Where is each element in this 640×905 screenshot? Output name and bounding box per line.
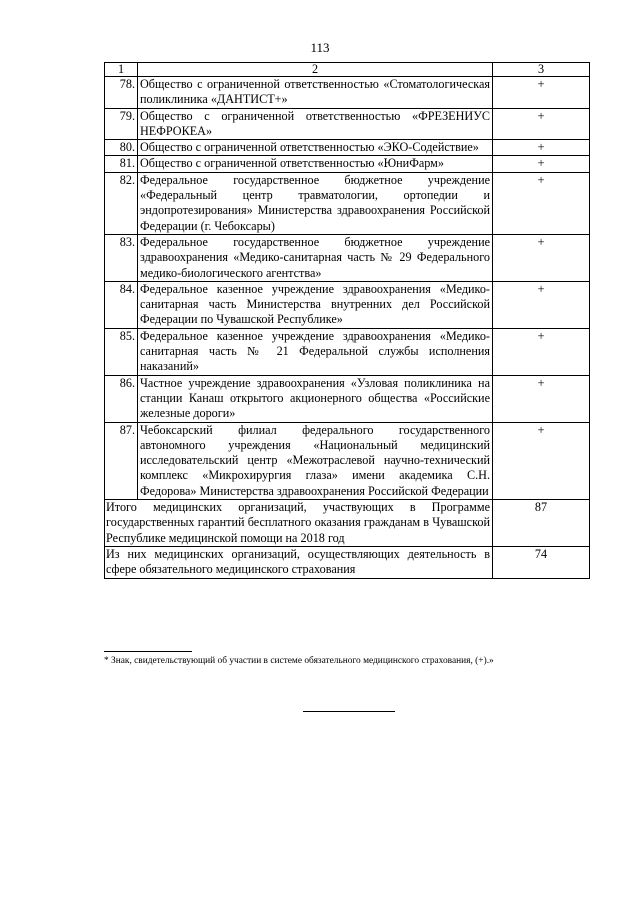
organization-name: Федеральное государственное бюджетное учреждение здравоохранения «Медико-санитарная часть № 29 Федерального медико-биологического агентства»	[138, 234, 493, 281]
oms-mark: +	[493, 77, 590, 109]
row-number: 87.	[105, 422, 138, 499]
oms-total-value: 74	[493, 546, 590, 578]
oms-total-row	[105, 546, 590, 578]
oms-mark: +	[493, 234, 590, 281]
table-row	[105, 140, 590, 156]
oms-mark: +	[493, 422, 590, 499]
row-number: 81.	[105, 156, 138, 172]
column-header-mark: 3	[493, 63, 590, 77]
page-number: 113	[310, 40, 330, 55]
table-row	[105, 422, 590, 499]
table-row	[105, 77, 590, 109]
oms-mark: +	[493, 375, 590, 422]
table-row	[105, 375, 590, 422]
column-header-number: 1	[105, 63, 138, 77]
organization-name: Общество с ограниченной ответственностью «ФРЕЗЕНИУС НЕФРОКЕА»	[138, 108, 493, 140]
organization-name: Чебоксарский филиал федерального государственного автономного учреждения «Национальный медицинский исследовательский центр «Межотраслевой научно-технический комплекс «Микрохирургия глаза» имени академика С.Н. Федорова» Министерства здравоохранения Российской Федерации	[138, 422, 493, 499]
row-number: 85.	[105, 328, 138, 375]
total-label: Итого медицинских организаций, участвующих в Программе государственных гарантий бесплатного оказания гражданам в Чувашской Республике медицинской помощи на 2018 год	[105, 500, 493, 547]
organization-name: Федеральное казенное учреждение здравоохранения «Медико-санитарная часть № 21 Федеральной службы исполнения наказаний»	[138, 328, 493, 375]
table-row	[105, 234, 590, 281]
table-row	[105, 328, 590, 375]
end-of-document-rule	[303, 711, 395, 712]
row-number: 83.	[105, 234, 138, 281]
row-number: 84.	[105, 281, 138, 328]
row-number: 80.	[105, 140, 138, 156]
table-row	[105, 172, 590, 234]
organization-name: Федеральное казенное учреждение здравоохранения «Медико-санитарная часть Министерства внутренних дел Российской Федерации по Чувашской Республике»	[138, 281, 493, 328]
footnote: * Знак, свидетельствующий об участии в системе обязательного медицинского страхования, (+).»	[104, 656, 494, 666]
total-row	[105, 500, 590, 547]
oms-mark: +	[493, 108, 590, 140]
organization-name: Общество с ограниченной ответственностью «ЭКО-Содействие»	[138, 140, 493, 156]
oms-mark: +	[493, 140, 590, 156]
oms-mark: +	[493, 281, 590, 328]
row-number: 86.	[105, 375, 138, 422]
table-header-row	[105, 63, 590, 77]
total-value: 87	[493, 500, 590, 547]
table-row	[105, 281, 590, 328]
organization-name: Федеральное государственное бюджетное учреждение «Федеральный центр травматологии, ортопедии и эндопротезирования» Министерства здравоохранения Российской Федерации (г. Чебоксары)	[138, 172, 493, 234]
oms-total-label: Из них медицинских организаций, осуществляющих деятельность в сфере обязательного медицинского страхования	[105, 546, 493, 578]
footnote-divider	[104, 651, 192, 652]
oms-mark: +	[493, 156, 590, 172]
row-number: 82.	[105, 172, 138, 234]
oms-mark: +	[493, 328, 590, 375]
row-number: 79.	[105, 108, 138, 140]
organizations-table	[104, 62, 590, 579]
table-row	[105, 156, 590, 172]
organization-name: Общество с ограниченной ответственностью «ЮниФарм»	[138, 156, 493, 172]
organization-name: Частное учреждение здравоохранения «Узловая поликлиника на станции Канаш открытого акционерного общества «Российские железные дороги»	[138, 375, 493, 422]
table-row	[105, 108, 590, 140]
oms-mark: +	[493, 172, 590, 234]
row-number: 78.	[105, 77, 138, 109]
column-header-name: 2	[138, 63, 493, 77]
organization-name: Общество с ограниченной ответственностью «Стоматологическая поликлиника «ДАНТИСТ+»	[138, 77, 493, 109]
